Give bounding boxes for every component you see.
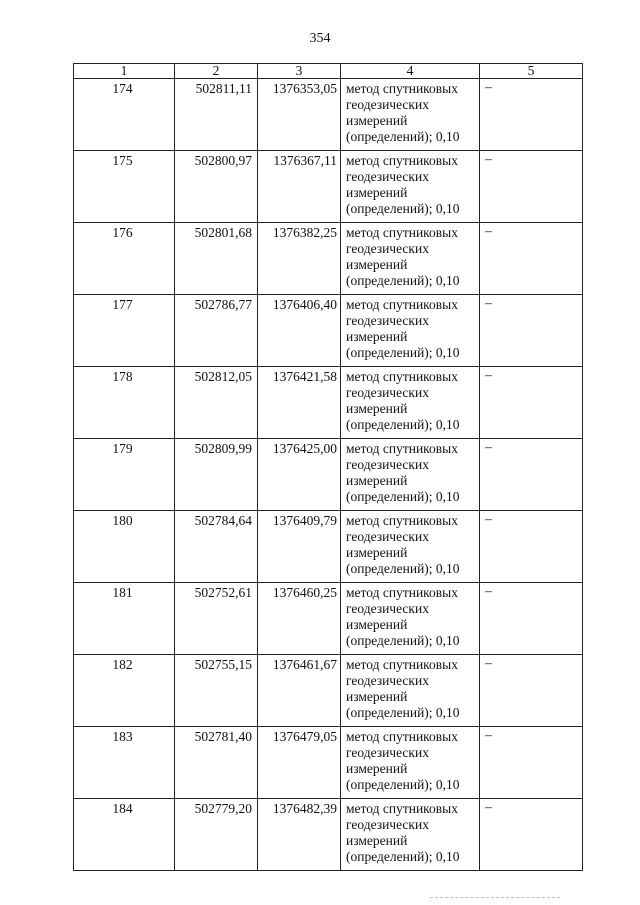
x-coordinate-cell: 502781,40	[175, 727, 258, 799]
table-row	[74, 583, 583, 655]
method-cell: метод спутниковых геодезических измерений (определений); 0,10	[341, 583, 480, 655]
note-cell: –	[480, 727, 583, 799]
point-number-cell: 175	[74, 151, 175, 223]
note-cell: –	[480, 799, 583, 871]
table-row	[74, 223, 583, 295]
table-row	[74, 511, 583, 583]
column-header: 4	[341, 64, 480, 79]
x-coordinate-cell: 502800,97	[175, 151, 258, 223]
page-number: 354	[309, 31, 331, 46]
y-coordinate-cell: 1376353,05	[258, 79, 341, 151]
x-coordinate-cell: 502755,15	[175, 655, 258, 727]
note-cell: –	[480, 583, 583, 655]
note-cell: –	[480, 511, 583, 583]
note-cell: –	[480, 439, 583, 511]
x-coordinate-cell: 502784,64	[175, 511, 258, 583]
method-cell: метод спутниковых геодезических измерений (определений); 0,10	[341, 367, 480, 439]
note-cell: –	[480, 655, 583, 727]
column-header: 1	[74, 64, 175, 79]
note-cell: –	[480, 295, 583, 367]
y-coordinate-cell: 1376367,11	[258, 151, 341, 223]
table-row	[74, 439, 583, 511]
point-number-cell: 180	[74, 511, 175, 583]
y-coordinate-cell: 1376460,25	[258, 583, 341, 655]
table-header-row	[74, 64, 583, 79]
point-number-cell: 177	[74, 295, 175, 367]
point-number-cell: 181	[74, 583, 175, 655]
table-row	[74, 151, 583, 223]
y-coordinate-cell: 1376406,40	[258, 295, 341, 367]
table-row	[74, 727, 583, 799]
table-row	[74, 799, 583, 871]
x-coordinate-cell: 502812,05	[175, 367, 258, 439]
scan-artifact	[430, 897, 560, 901]
method-cell: метод спутниковых геодезических измерений (определений); 0,10	[341, 223, 480, 295]
point-number-cell: 182	[74, 655, 175, 727]
method-cell: метод спутниковых геодезических измерений (определений); 0,10	[341, 655, 480, 727]
column-header: 3	[258, 64, 341, 79]
column-header: 2	[175, 64, 258, 79]
x-coordinate-cell: 502752,61	[175, 583, 258, 655]
method-cell: метод спутниковых геодезических измерений (определений); 0,10	[341, 295, 480, 367]
y-coordinate-cell: 1376482,39	[258, 799, 341, 871]
y-coordinate-cell: 1376425,00	[258, 439, 341, 511]
x-coordinate-cell: 502809,99	[175, 439, 258, 511]
coordinates-table	[73, 63, 583, 871]
table-row	[74, 79, 583, 151]
method-cell: метод спутниковых геодезических измерений (определений); 0,10	[341, 511, 480, 583]
point-number-cell: 179	[74, 439, 175, 511]
method-cell: метод спутниковых геодезических измерений (определений); 0,10	[341, 151, 480, 223]
y-coordinate-cell: 1376461,67	[258, 655, 341, 727]
table-row	[74, 655, 583, 727]
point-number-cell: 176	[74, 223, 175, 295]
method-cell: метод спутниковых геодезических измерений (определений); 0,10	[341, 727, 480, 799]
note-cell: –	[480, 367, 583, 439]
x-coordinate-cell: 502801,68	[175, 223, 258, 295]
x-coordinate-cell: 502786,77	[175, 295, 258, 367]
method-cell: метод спутниковых геодезических измерений (определений); 0,10	[341, 799, 480, 871]
note-cell: –	[480, 79, 583, 151]
column-header: 5	[480, 64, 583, 79]
method-cell: метод спутниковых геодезических измерений (определений); 0,10	[341, 439, 480, 511]
table-row	[74, 295, 583, 367]
table-row	[74, 367, 583, 439]
table-body	[74, 79, 583, 871]
point-number-cell: 184	[74, 799, 175, 871]
y-coordinate-cell: 1376409,79	[258, 511, 341, 583]
point-number-cell: 183	[74, 727, 175, 799]
point-number-cell: 174	[74, 79, 175, 151]
x-coordinate-cell: 502811,11	[175, 79, 258, 151]
point-number-cell: 178	[74, 367, 175, 439]
note-cell: –	[480, 151, 583, 223]
y-coordinate-cell: 1376421,58	[258, 367, 341, 439]
note-cell: –	[480, 223, 583, 295]
y-coordinate-cell: 1376479,05	[258, 727, 341, 799]
method-cell: метод спутниковых геодезических измерений (определений); 0,10	[341, 79, 480, 151]
y-coordinate-cell: 1376382,25	[258, 223, 341, 295]
x-coordinate-cell: 502779,20	[175, 799, 258, 871]
